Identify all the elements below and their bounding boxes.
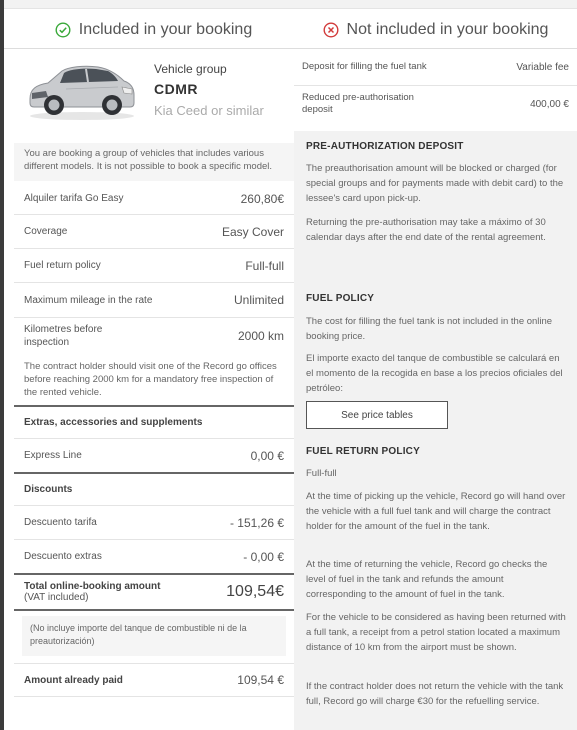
inspection-label: Kilometres before inspection — [24, 324, 103, 348]
fuel-return-text-1: At the time of picking up the vehicle, Record go will hand over the vehicle with a full fuel tank and will charge the contract holder for the amount of the fuel in the tank. — [306, 491, 566, 532]
preauth-text-1: The preauthorisation amount will be blocked or charged (for special groups and for payments made with debit card) to the lessee's card upon pick-up. — [306, 163, 564, 204]
mileage-value: Unlimited — [233, 293, 284, 307]
included-header-label: Included in your booking — [78, 20, 253, 38]
rate-label: Alquiler tarifa Go Easy — [24, 193, 124, 204]
inspection-note: The contract holder should visit one of the Record go offices before reaching 2000 km for a mandatory free inspection of the rented vehicle. — [24, 361, 277, 398]
coverage-label: Coverage — [24, 226, 68, 237]
fuel-return-text-2: At the time of returning the vehicle, Record go checks the level of fuel in the tank and refunds the amount corresponding to the amount of fuel in the tank. — [306, 559, 548, 600]
vehicle-card — [14, 49, 294, 139]
discount-rate-label: Descuento tarifa — [24, 517, 97, 528]
discount-extras-label: Descuento extras — [24, 551, 102, 562]
vehicle-model: Kia Ceed or similar — [154, 103, 264, 118]
inspection-row — [14, 318, 294, 354]
rate-row — [14, 183, 294, 215]
fuel-policy-text-2: El importe exacto del tanque de combustible se calculará en el momento de la recogida en base a los precios oficiales del petróleo: — [306, 353, 563, 394]
included-column — [14, 49, 294, 730]
fuel-return-type: Full-full — [306, 468, 337, 479]
extras-row — [14, 439, 294, 474]
car-image — [26, 59, 138, 121]
discounts-heading: Discounts — [24, 484, 73, 495]
total-label-group — [24, 581, 160, 603]
extras-heading: Extras, accessories and supplements — [24, 417, 203, 428]
paid-value: 109,54 € — [237, 673, 284, 687]
fuel-return-value: Full-full — [245, 258, 284, 273]
total-value: 109,54€ — [226, 583, 284, 600]
total-row — [14, 573, 294, 611]
mileage-label: Maximum mileage in the rate — [24, 294, 153, 306]
check-circle-icon — [55, 22, 71, 38]
discount-rate-row — [14, 506, 294, 540]
fuel-return-row — [14, 249, 294, 283]
fuel-return-text-3: For the vehicle to be considered as having been returned with a full tank, a receipt from a petrol station located a maximum distance of 10 km from the airport must be shown. — [306, 612, 566, 653]
not-included-header — [294, 10, 577, 49]
preauth-title: PRE-AUTHORIZATION DEPOSIT — [306, 141, 464, 152]
preauth-text-2: Returning the pre-authorisation may take a máximo of 30 calendar days after the end date of the rental agreement. — [306, 217, 546, 243]
paid-label: Amount already paid — [24, 674, 123, 686]
fuel-policy-title: FUEL POLICY — [306, 293, 375, 304]
fuel-return-text-4: If the contract holder does not return the vehicle with the tank full, Record go will charge €30 for the refuelling service. — [306, 681, 564, 707]
fuel-deposit-label: Deposit for filling the fuel tank — [302, 61, 427, 72]
discount-extras-value: - 0,00 € — [243, 549, 284, 564]
fuel-deposit-row — [294, 49, 577, 86]
see-price-tables-button[interactable]: See price tables — [306, 401, 448, 429]
backdrop-top — [4, 0, 577, 9]
total-note: (No incluye importe del tanque de combustible ni de la preautorización) — [22, 616, 286, 656]
express-line-label: Express Line — [24, 450, 82, 461]
vehicle-group-label: Vehicle group — [154, 62, 227, 76]
fuel-deposit-value: Variable fee — [516, 61, 569, 73]
preauth-deposit-label: Reduced pre-authorisation deposit — [302, 92, 414, 115]
extras-heading-row — [14, 405, 294, 439]
coverage-value: Easy Cover — [221, 224, 284, 239]
cross-circle-icon — [323, 22, 339, 38]
express-line-value: 0,00 € — [250, 448, 284, 463]
backdrop-left — [0, 0, 4, 730]
paid-row — [14, 663, 294, 697]
mileage-row — [14, 283, 294, 318]
preauth-deposit-value: 400,00 € — [530, 98, 569, 110]
fuel-policy-text-1: The cost for filling the fuel tank is not included in the online booking price. — [306, 316, 553, 342]
inspection-value: 2000 km — [237, 329, 284, 343]
not-included-column — [294, 49, 577, 730]
vehicle-group-code: CDMR — [154, 81, 198, 97]
rate-value: 260,80€ — [240, 191, 284, 206]
fuel-return-title: FUEL RETURN POLICY — [306, 446, 420, 457]
discount-extras-row — [14, 540, 294, 573]
included-header — [14, 10, 293, 49]
not-included-header-label: Not included in your booking — [346, 20, 549, 38]
total-label: Total online-booking amount — [24, 581, 161, 592]
coverage-row — [14, 215, 294, 249]
preauth-deposit-row — [294, 86, 577, 122]
not-included-list — [294, 49, 577, 131]
comparison-header — [4, 10, 577, 49]
total-sublabel: (VAT included) — [24, 592, 89, 603]
discount-rate-value: - 151,26 € — [229, 515, 284, 530]
vehicle-group-notice: You are booking a group of vehicles that includes various different models. It is not possible to book a specific model. — [14, 143, 294, 181]
discounts-heading-row — [14, 474, 294, 506]
fuel-return-label: Fuel return policy — [24, 260, 101, 271]
